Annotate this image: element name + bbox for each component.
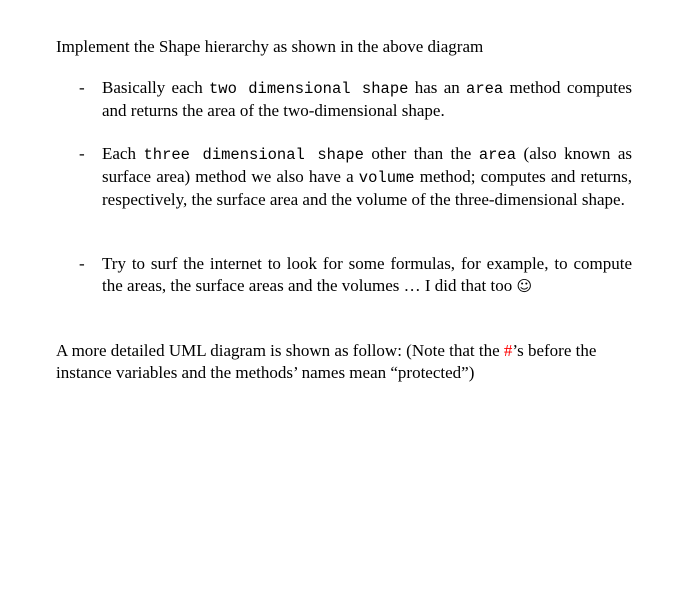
bullet-text-part: has an <box>408 78 467 97</box>
bullet-dash: - <box>79 144 85 163</box>
code-term: two dimensional shape <box>209 80 409 98</box>
bullet-dash: - <box>79 254 85 273</box>
bullet-text <box>102 143 632 211</box>
code-term: three dimensional shape <box>143 146 364 164</box>
smiley-icon: ☺ <box>516 277 533 295</box>
footer-text-part: A more detailed UML diagram is shown as follow: (Note that the <box>56 341 504 360</box>
code-term: volume <box>358 169 415 187</box>
bullet-text-part: Try to surf the internet to look for some formulas, for example, to compute the areas, the surface areas and the volumes … I did that too <box>102 254 632 295</box>
bullet-dash: - <box>79 78 85 97</box>
bullet-text-part: Basically each <box>102 78 209 97</box>
bullet-text-part: method computes and returns the area of the two-dimensional shape. <box>102 78 632 120</box>
bullet-text-part: Each <box>102 144 144 163</box>
intro-paragraph: Implement the Shape hierarchy as shown in the above diagram <box>56 37 484 56</box>
uml-note-paragraph <box>56 340 632 384</box>
bullet-text-part: (also known as surface area) method we also have a <box>102 144 633 186</box>
footer-text-part: ’s before the instance variables and the methods’ names mean “protected”) <box>56 341 597 382</box>
bullet-text <box>102 253 632 297</box>
hash-symbol: # <box>503 341 513 360</box>
bullet-text <box>102 77 632 122</box>
code-term: area <box>478 146 517 164</box>
code-term: area <box>466 80 504 98</box>
bullet-text-part: other than the <box>363 144 479 163</box>
bullet-text-part: method; computes and returns, respectively, the surface area and the volume of the three-dimensional shape. <box>102 167 633 209</box>
